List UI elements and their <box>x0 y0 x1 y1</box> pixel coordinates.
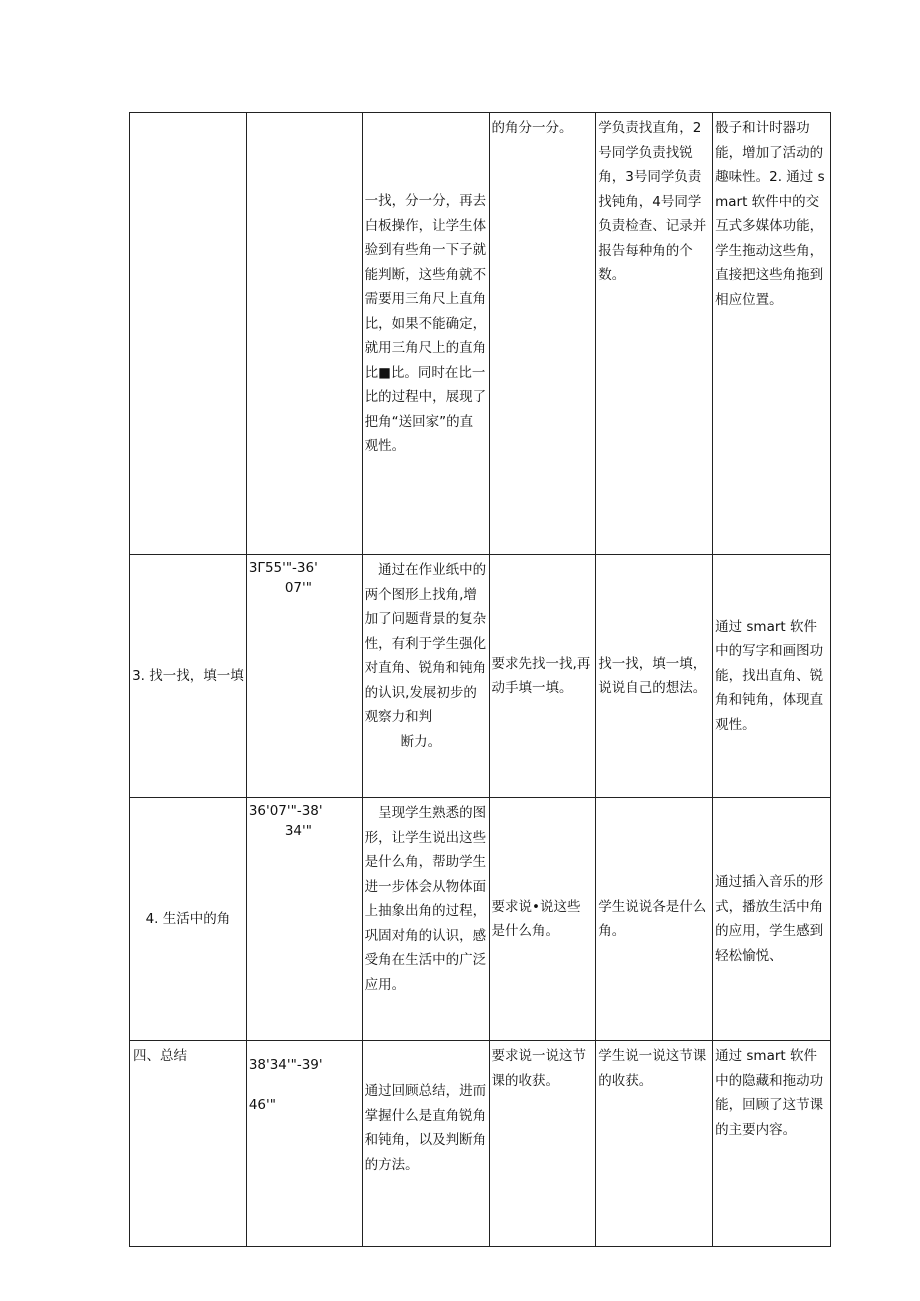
teacher-activity-cell: 的角分一分。 <box>489 113 596 555</box>
design-text: 通过在作业纸中的两个图形上找角,增加了问题背景的复杂性，有利于学生强化对直角、锐角和钝角的认识,发展初步的观察力和判 <box>364 562 487 725</box>
media-use-cell: 通过 smart 软件中的隐藏和拖动功能，回顾了这节课的主要内容。 <box>713 1041 831 1247</box>
design-intent-cell <box>362 555 489 798</box>
stage-cell: 3. 找一找，填一填 <box>130 555 247 798</box>
time-cell <box>246 113 362 555</box>
table-row <box>130 555 831 798</box>
time-start: 3Γ55'"-36' <box>248 560 318 576</box>
time-start: 36'07'"-38' <box>248 803 323 819</box>
stage-cell <box>130 113 247 555</box>
table-row <box>130 798 831 1041</box>
time-cell <box>246 798 362 1041</box>
media-use-cell: 通过插入音乐的形式，播放生活中角的应用，学生感到轻松愉悦、 <box>713 798 831 1041</box>
time-end: 07'" <box>284 580 312 596</box>
lesson-plan-table <box>129 112 831 1247</box>
student-activity-cell: 学生说一说这节课的收获。 <box>596 1041 713 1247</box>
time-cell <box>246 1041 362 1247</box>
design-intent-cell: 呈现学生熟悉的图形，让学生说出这些是什么角，帮助学生进一步体会从物体面上抽象出角的过程，巩固对角的认识，感受角在生活中的广泛应用。 <box>362 798 489 1041</box>
table-row <box>130 113 831 555</box>
teacher-activity-cell: 要求说一说这节课的收获。 <box>489 1041 596 1247</box>
student-activity-cell: 找一找，填一填，说说自己的想法。 <box>596 555 713 798</box>
teacher-activity-cell: 要求先找一找,再动手填一填。 <box>489 555 596 798</box>
media-use-cell: 骰子和计时器功能，增加了活动的趣味性。2. 通过 smart 软件中的交互式多媒体功能，学生拖动这些角，直接把这些角拖到相应位置。 <box>713 113 831 555</box>
media-use-cell: 通过 smart 软件中的写字和画图功能，找出直角、锐角和钝角，体现直观性。 <box>713 555 831 798</box>
time-end: 46'" <box>248 1097 276 1113</box>
design-text-tail: 断力。 <box>400 733 442 750</box>
student-activity-cell: 学生说说各是什么角。 <box>596 798 713 1041</box>
stage-cell: 4. 生活中的角 <box>130 798 247 1041</box>
time-start: 38'34'"-39' <box>248 1057 323 1073</box>
time-end: 34'" <box>284 823 312 839</box>
teacher-activity-cell: 要求说•说这些是什么角。 <box>489 798 596 1041</box>
design-intent-cell: 一找，分一分，再去白板操作，让学生体验到有些角一下子就能判断，这些角就不需要用三角尺上直角比，如果不能确定，就用三角尺上的直角比■比。同时在比一比的过程中，展现了把角“送回家”的直观性。 <box>362 113 489 555</box>
stage-cell: 四、总结 <box>130 1041 247 1247</box>
time-cell <box>246 555 362 798</box>
design-intent-cell: 通过回顾总结，进而掌握什么是直角锐角和钝角，以及判断角的方法。 <box>362 1041 489 1247</box>
table-row <box>130 1041 831 1247</box>
student-activity-cell: 学负责找直角，2号同学负责找锐角，3号同学负责找钝角，4号同学负责检查、记录并报告每种角的个数。 <box>596 113 713 555</box>
